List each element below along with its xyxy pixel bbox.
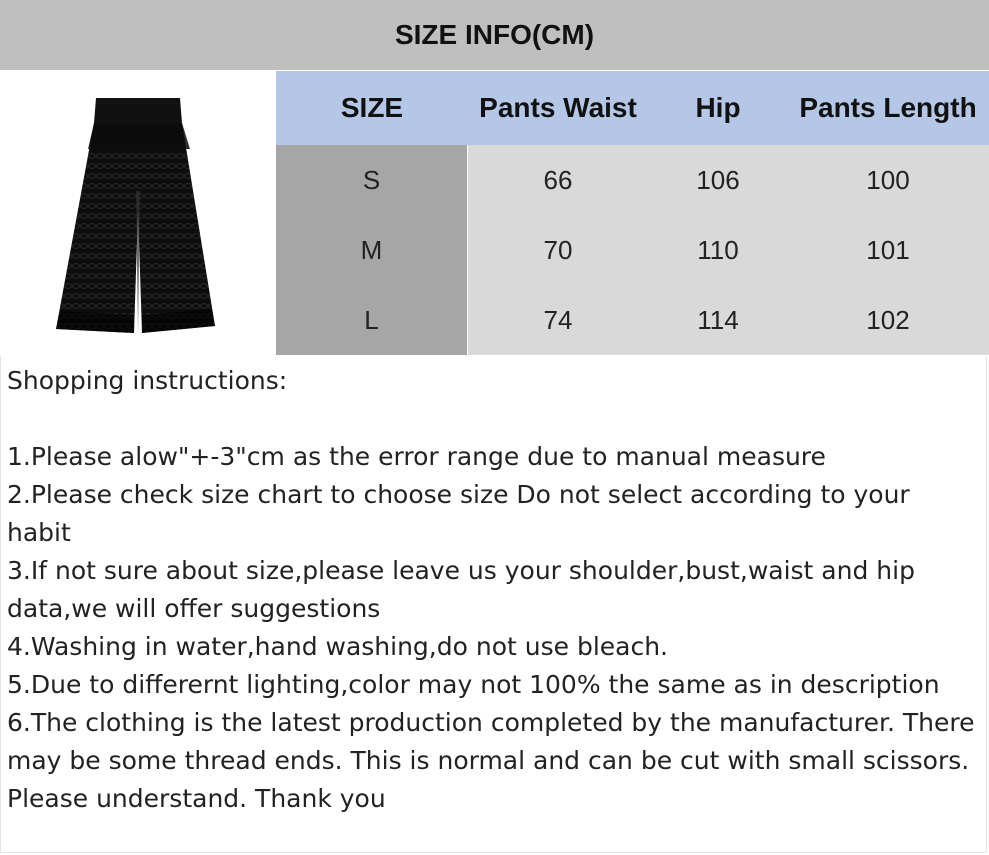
waist-cell: 70 xyxy=(543,234,573,265)
header-pants-waist: Pants Waist xyxy=(479,92,637,123)
page-title: SIZE INFO(CM) xyxy=(0,0,989,71)
length-cell: 102 xyxy=(866,304,910,335)
product-image xyxy=(0,71,275,355)
hip-cell: 110 xyxy=(697,234,739,265)
waist-cell: 74 xyxy=(543,304,573,335)
header-size: SIZE xyxy=(340,92,404,123)
size-cell: S xyxy=(362,164,381,195)
instruction-item: 3.If not sure about size,please leave us your shoulder,bust,waist and hip data,we will offer suggestions xyxy=(7,556,915,623)
measurement-data xyxy=(468,145,989,355)
hip-cell: 114 xyxy=(697,304,739,335)
length-cell: 101 xyxy=(866,234,910,265)
header-hip: Hip xyxy=(695,92,741,123)
instruction-item: 5.Due to differernt lighting,color may not 100% the same as in description xyxy=(7,670,940,699)
header-pants-length: Pants Length xyxy=(799,92,977,123)
instructions-heading: Shopping instructions: xyxy=(7,366,288,395)
hip-cell: 106 xyxy=(696,164,740,195)
length-cell: 100 xyxy=(866,164,910,195)
instruction-item: 2.Please check size chart to choose size Do not select according to your habit xyxy=(7,480,910,547)
wide-leg-pants-image xyxy=(0,71,275,355)
table-header xyxy=(276,71,989,145)
size-column xyxy=(276,145,467,355)
waist-cell: 66 xyxy=(543,164,573,195)
size-cell: M xyxy=(360,234,383,265)
instruction-item: 1.Please alow"+-3"cm as the error range due to manual measure xyxy=(7,442,826,471)
instruction-item: 4.Washing in water,hand washing,do not use bleach. xyxy=(7,632,668,661)
size-cell: L xyxy=(364,304,379,335)
instruction-item: 6.The clothing is the latest production completed by the manufacturer. There may be some thread ends. This is normal and can be cut with small scissors. Please understand. Thank you xyxy=(7,708,975,813)
shopping-instructions xyxy=(0,356,987,853)
